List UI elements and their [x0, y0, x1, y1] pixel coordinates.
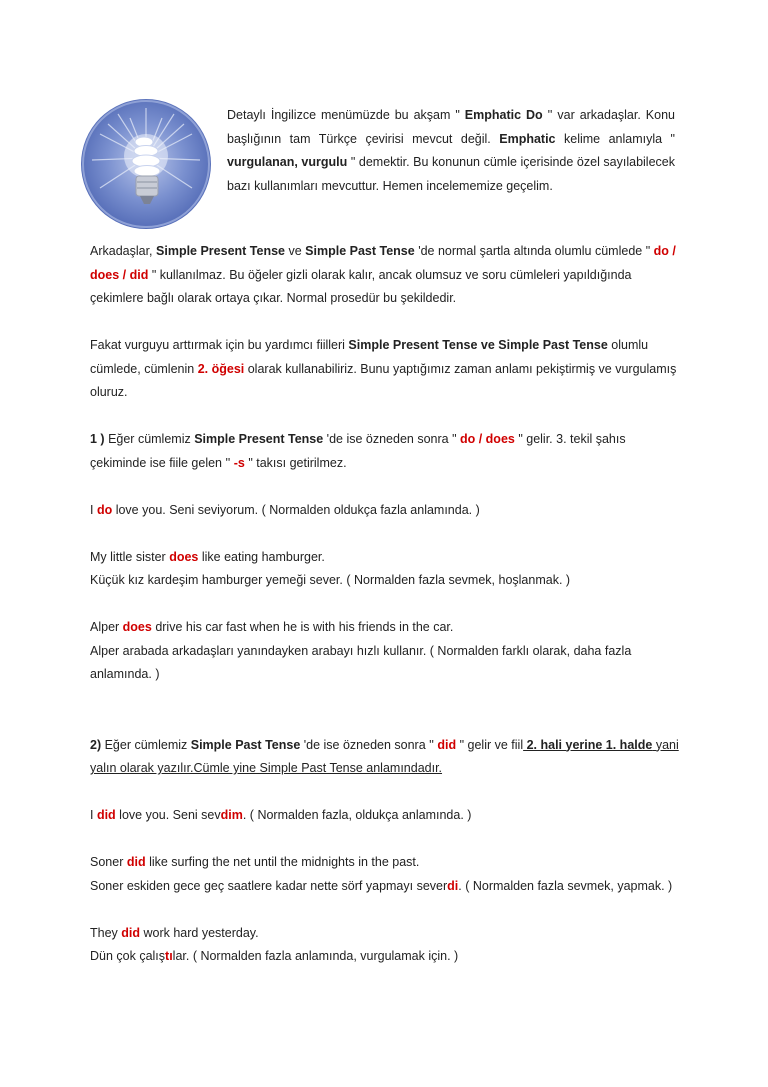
text: Soner [90, 855, 127, 869]
highlight: do / does / did [90, 244, 676, 282]
paragraph-usage [90, 240, 680, 311]
text: I [90, 808, 97, 822]
highlight: di [447, 878, 459, 893]
example-5-translation [90, 875, 680, 899]
example-4 [90, 804, 680, 828]
text: 'de ise özneden sonra '' [300, 737, 438, 752]
lightbulb-icon [80, 98, 212, 230]
text: They [90, 925, 122, 940]
intro-text: kelime anlamıyla " [555, 131, 675, 146]
term: Simple Present Tense [194, 432, 324, 446]
text: . ( Normalden fazla, oldukça anlamında. ) [242, 808, 472, 822]
text: Fakat vurguyu arttırmak için bu yardımcı fiilleri [90, 338, 349, 352]
example-3 [90, 616, 680, 640]
text: 'de normal şartla altında olumlu cümlede " [414, 244, 654, 258]
rule-number: 2) [90, 737, 102, 752]
underlined-text: yani yalın olarak yazılır.Cümle yine Simple Past Tense anlamındadır. [90, 737, 679, 775]
text: Eğer cümlemiz [104, 432, 195, 446]
text: Soner eskiden gece geç saatlere kadar nette sörf yapmayı sever [90, 878, 448, 893]
text: like surfing the net until the midnights in the past. [145, 855, 420, 869]
text: 'de ise özneden sonra " [323, 432, 460, 446]
intro-term: Emphatic Do [464, 108, 543, 122]
text: . ( Normalden fazla sevmek, yapmak. ) [458, 878, 673, 893]
text: " kullanılmaz. Bu öğeler gizli olarak kalır, ancak olumsuz ve soru cümleleri yapıldığında çekimlere bağlı olarak ortaya çıkar. Normal prosedür bu şekildedir. [90, 267, 632, 305]
highlight: does [122, 620, 152, 634]
text: Dün çok çalış [90, 949, 166, 963]
text: ve [285, 244, 306, 258]
text: like eating hamburger. [198, 549, 325, 564]
text: drive his car fast when he is with his friends in the car. [151, 620, 454, 634]
text: " takısı getirilmez. [244, 455, 347, 470]
highlight: -s [233, 455, 245, 470]
example-6 [90, 922, 680, 946]
highlight: did [121, 925, 141, 940]
intro-text: " demektir. Bu konunun cümle içerisinde özel sayılabilecek bazı kullanımları mevcuttur. Hemen incelememize geçelim. [227, 155, 675, 193]
highlight: dim [220, 808, 243, 822]
example-5 [90, 851, 680, 875]
text: I [90, 502, 97, 517]
text: olarak kullanabiliriz. Bunu yaptığımız zaman anlamı pekiştirmiş ve vurgulamış oluruz. [90, 361, 677, 399]
text: " gelir. 3. tekil şahıs çekiminde ise fiile gelen '' [90, 432, 626, 470]
example-2 [90, 546, 680, 570]
intro-text: Detaylı İngilizce menümüzde bu akşam " [227, 108, 465, 122]
text: My little sister [90, 549, 170, 564]
text: Alper [90, 620, 123, 634]
rule-number: 1 ) [90, 432, 105, 446]
rule-1 [90, 428, 680, 475]
intro-paragraph [227, 104, 675, 198]
text: Arkadaşlar, [90, 244, 157, 258]
text: love you. Seni sev [115, 808, 221, 822]
highlight: did [437, 737, 457, 752]
term: Simple Past Tense [305, 244, 415, 258]
term: Simple Present Tense ve Simple Past Tense [348, 338, 608, 352]
example-2-translation: Küçük kız kardeşim hamburger yemeği sever. ( Normalden fazla sevmek, hoşlanmak. ) [90, 573, 571, 587]
highlight: do / does [459, 432, 515, 446]
intro-text: '' var arkadaşlar. Konu başlığının tam Türkçe çevirisi mevcut değil. [227, 108, 675, 146]
highlight: did [126, 855, 146, 869]
highlight: tı [165, 949, 173, 963]
paragraph-emphasis [90, 334, 680, 405]
example-3-translation: Alper arabada arkadaşları yanındayken arabayı hızlı kullanır. ( Normalden farklı olarak, daha fazla anlamında. ) [90, 643, 632, 681]
text: love you. Seni seviyorum. ( Normalden oldukça fazla anlamında. ) [112, 502, 480, 517]
rule-2 [90, 734, 680, 781]
intro-term: vurgulanan, vurgulu [227, 155, 348, 169]
highlight: does [169, 549, 199, 564]
term: Simple Past Tense [190, 737, 301, 752]
intro-term: Emphatic [499, 131, 556, 146]
term: Simple Present Tense [156, 244, 286, 258]
text: work hard yesterday. [140, 925, 259, 940]
highlight: 2. öğesi [197, 361, 245, 376]
example-1 [90, 499, 680, 523]
text: lar. ( Normalden fazla anlamında, vurgulamak için. ) [172, 949, 459, 963]
document-body [90, 240, 680, 969]
example-6-translation [90, 945, 680, 969]
text: Eğer cümlemiz [101, 737, 191, 752]
highlight: do [96, 502, 113, 517]
highlight: did [96, 808, 116, 822]
underlined-term: 2. hali yerine 1. halde [523, 737, 653, 752]
text: " gelir ve fiil [456, 737, 524, 752]
text: olumlu cümlede, cümlenin [90, 338, 649, 376]
